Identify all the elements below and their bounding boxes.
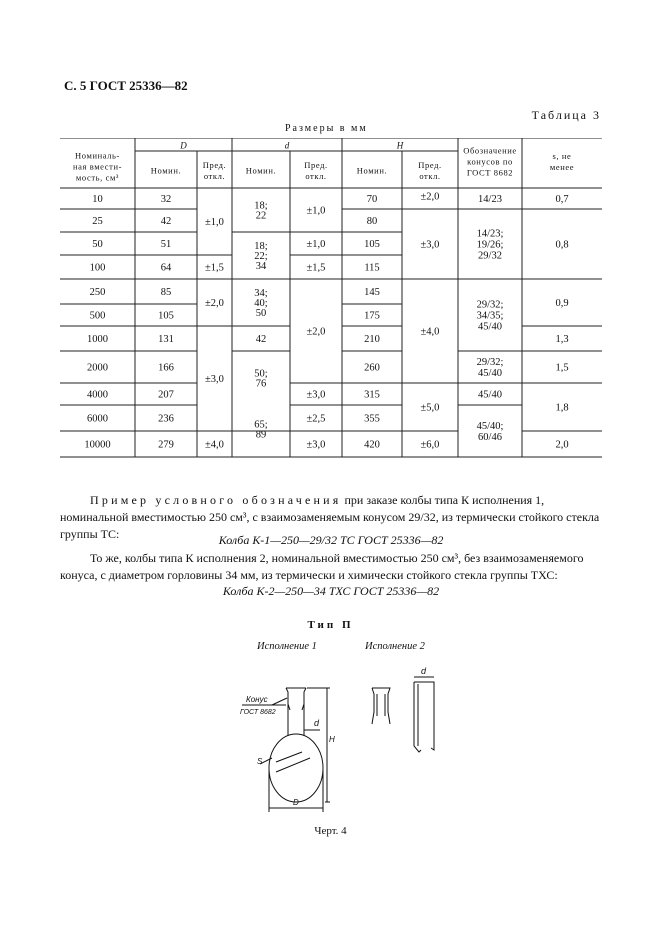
- header-d-deviation: Пред. откл.: [304, 160, 328, 181]
- d-nominal-cell: 50; 76: [254, 368, 268, 390]
- H-deviation-cell: ±4,0: [420, 326, 440, 338]
- header-H-deviation: Пред. откл.: [418, 160, 442, 181]
- figure-caption: Черт. 4: [314, 825, 347, 837]
- s-cell: 2,0: [555, 439, 569, 451]
- s-cell: 0,7: [555, 194, 569, 205]
- D-nominal-cell: 32: [160, 194, 172, 205]
- D-deviation-cell: ±1,0: [205, 217, 224, 228]
- header-D-deviation: Пред. откл.: [202, 160, 227, 181]
- D-nominal-cell: 64: [160, 262, 172, 274]
- type-title: Тип П: [307, 619, 354, 631]
- H-nominal-cell: 175: [364, 310, 380, 322]
- s-cell: 1,5: [555, 362, 569, 374]
- header-H-nominal: Номин.: [356, 165, 388, 176]
- cone-cell: 14/23: [478, 194, 502, 205]
- header-cones: Обозначение конусов по ГОСТ 8682: [463, 145, 517, 178]
- header-D-nominal: Номин.: [150, 165, 182, 176]
- variant-2-label: Исполнение 2: [365, 641, 425, 652]
- header-s: s, не менее: [549, 151, 575, 172]
- d-label-v2: d: [421, 666, 427, 676]
- volume-cell: 10000: [84, 439, 111, 451]
- flask-rim: [286, 688, 306, 710]
- D-nominal-cell: 236: [158, 413, 174, 425]
- D-nominal-cell: 105: [158, 310, 174, 322]
- H-nominal-cell: 105: [364, 239, 380, 250]
- H-deviation-cell: ±3,0: [420, 239, 440, 251]
- designation-code-2: Колба К-2—250—34 ТХС ГОСТ 25336—82: [222, 584, 440, 598]
- D-nominal-cell: 51: [160, 239, 172, 250]
- s-cell: 1,8: [555, 402, 569, 414]
- cone-cell: 14/23; 19/26; 29/32: [476, 228, 504, 262]
- D-nominal-cell: 279: [158, 439, 174, 451]
- H-deviation-cell: ±2,0: [420, 191, 440, 203]
- flask-bulb: [269, 734, 323, 802]
- designation-code-1: Колба К-1—250—29/32 ТС ГОСТ 25336—82: [218, 533, 444, 547]
- flask-variant-1: [240, 688, 335, 812]
- d-nominal-cell: 42: [255, 334, 267, 345]
- header-H: H: [396, 140, 404, 151]
- D-deviation-cell: ±1,5: [205, 262, 224, 274]
- volume-cell: 100: [89, 262, 106, 274]
- volume-cell: 4000: [87, 389, 108, 401]
- H-nominal-cell: 315: [364, 389, 380, 401]
- sizes-label: Размеры в мм: [285, 123, 368, 134]
- volume-cell: 1000: [87, 334, 108, 345]
- cone-label: Конус: [246, 695, 268, 704]
- volume-cell: 2000: [87, 362, 108, 374]
- H-nominal-cell: 355: [364, 413, 380, 425]
- S-label: S: [257, 757, 263, 766]
- d-deviation-cell: ±2,0: [306, 326, 326, 338]
- cone-cell: 45/40: [478, 389, 502, 401]
- d-nominal-cell: 65; 89: [254, 419, 268, 441]
- gost-label: ГОСТ 8682: [240, 709, 276, 716]
- neck-variant-2: [372, 666, 434, 752]
- D-nominal-cell: 166: [158, 362, 174, 374]
- flask-drawing: [230, 660, 460, 820]
- d-deviation-cell: ±2,5: [306, 413, 326, 425]
- D-nominal-cell: 85: [160, 287, 172, 298]
- H-nominal-cell: 210: [364, 334, 380, 345]
- s-cell: 1,3: [555, 334, 569, 345]
- page-header: С. 5 ГОСТ 25336—82: [64, 78, 188, 93]
- volume-cell: 25: [92, 216, 103, 227]
- D-label: D: [293, 798, 299, 807]
- D-nominal-cell: 131: [158, 334, 174, 345]
- d-deviation-cell: ±3,0: [306, 389, 326, 401]
- H-deviation-cell: ±5,0: [420, 402, 440, 414]
- H-label: H: [329, 735, 335, 744]
- D-deviation-cell: ±3,0: [205, 374, 224, 385]
- H-deviation-cell: ±6,0: [420, 439, 440, 451]
- header-d-nominal: Номин.: [245, 165, 277, 176]
- volume-cell: 6000: [87, 413, 108, 425]
- flask-neck: [288, 692, 304, 736]
- header-d: d: [284, 140, 290, 151]
- volume-cell: 10: [92, 194, 103, 205]
- H-nominal-cell: 70: [366, 194, 378, 205]
- header-D: D: [180, 140, 187, 151]
- d-label: d: [314, 718, 320, 728]
- D-deviation-cell: ±2,0: [205, 298, 224, 309]
- d-deviation-cell: ±1,0: [306, 205, 326, 217]
- d-nominal-cell: 18; 22; 34: [254, 241, 268, 272]
- flask-hatch: [276, 752, 302, 762]
- dimensions-table: [60, 138, 602, 468]
- volume-cell: 50: [92, 239, 103, 250]
- D-nominal-cell: 42: [160, 216, 172, 227]
- d-nominal-cell: 34; 40; 50: [254, 288, 268, 319]
- example-text: при заказе колбы типа К исполнения 1, номинальной вместимостью 250 см³, с взаимозаменяемым конусом 29/32, из термически стойкого стекла группы ТС:: [60, 493, 600, 541]
- H-nominal-cell: 420: [364, 439, 380, 451]
- header-nominal-volume: Номиналь-ная вмести-мость, см³: [72, 150, 123, 183]
- D-deviation-cell: ±4,0: [205, 439, 224, 451]
- table-label: Таблица 3: [531, 108, 601, 122]
- d-nominal-cell: 18; 22: [254, 200, 268, 222]
- H-nominal-cell: 260: [364, 362, 380, 374]
- d-deviation-cell: ±3,0: [306, 439, 326, 451]
- d-deviation-cell: ±1,0: [306, 239, 326, 250]
- cone-cell: 45/40; 60/46: [476, 421, 504, 443]
- H-nominal-cell: 115: [364, 262, 380, 274]
- D-nominal-cell: 207: [158, 389, 174, 401]
- variant-1-label: Исполнение 1: [257, 641, 317, 652]
- cone-cell: 29/32; 34/35; 45/40: [476, 299, 504, 333]
- second-paragraph: То же, колбы типа К исполнения 2, номинальной вместимостью 250 см³, без взаимозаменяемого конуса, с диаметром горловины 34 мм, из термически и химически стойкого стекла группы ТХС:: [60, 551, 584, 582]
- cone-cell: 29/32; 45/40: [476, 357, 504, 379]
- volume-cell: 500: [89, 310, 106, 322]
- H-nominal-cell: 80: [366, 216, 378, 227]
- s-cell: 0,8: [555, 239, 569, 251]
- volume-cell: 250: [89, 287, 106, 298]
- H-nominal-cell: 145: [364, 287, 380, 298]
- s-cell: 0,9: [555, 298, 569, 309]
- example-heading: Пример условного обозначения: [90, 493, 342, 507]
- d-deviation-cell: ±1,5: [306, 262, 326, 274]
